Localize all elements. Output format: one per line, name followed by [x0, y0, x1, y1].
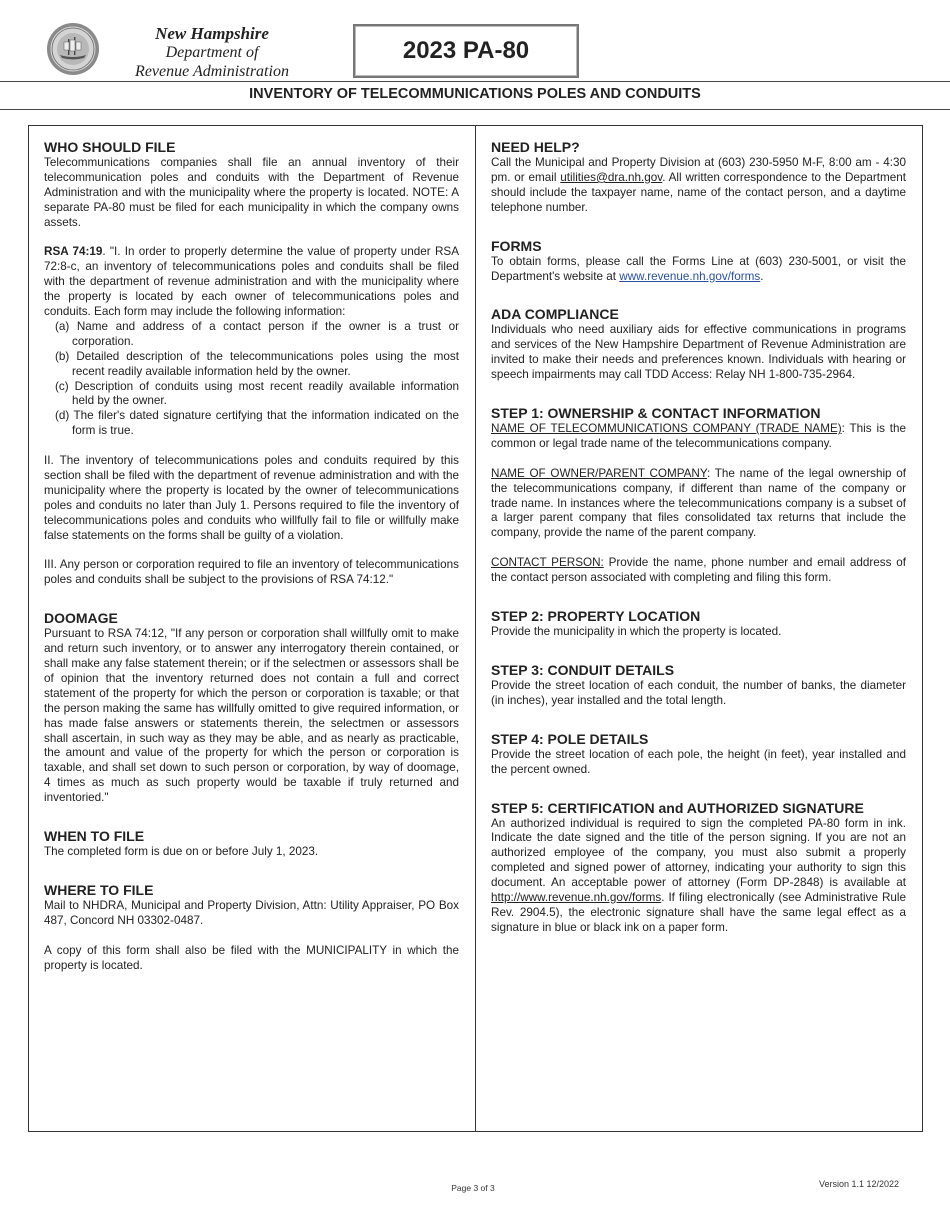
version-label: Version 1.1 12/2022 [819, 1179, 900, 1189]
state-seal-icon [46, 22, 100, 76]
step2-text: Provide the municipality in which the property is located. [491, 625, 782, 638]
step1-owner-desc: : The name of the legal ownership of the telecommunications company, if different than name of the company or trade name. In instances where the telecommunications company is a subset of a larger parent company that files consolidated tax returns that include the company, provide the name of the parent company. [491, 466, 906, 540]
forms-website-link[interactable]: www.revenue.nh.gov/forms [619, 269, 761, 283]
page-number: Page 3 of 3 [451, 1183, 495, 1193]
step3-heading: STEP 3: CONDUIT DETAILS [491, 661, 675, 678]
rsa-item-b: (b) Detailed description of the telecommunications poles using the most recent readily available information held by the owner. [55, 349, 459, 378]
rsa-item-list [44, 320, 459, 439]
step4-text: Provide the street location of each pole, the height (in feet), year installed and the percent owned. [491, 747, 906, 776]
need-help-text [491, 156, 906, 216]
rsa-label: RSA 74:19 [44, 245, 103, 259]
ada-compliance-heading: ADA COMPLIANCE [491, 306, 619, 323]
rsa-item-c: (c) Description of conduits using most recent readily available information held by the owner. [55, 379, 459, 408]
rsa-section-ii: II. The inventory of telecommunications poles and conduits required by this section shall be filed with the department of revenue administration and with the municipality where the property is located by the owner of telecommunications poles and conduits no later than July 1. Persons required to file the inventory of telecommunications poles and conduits who willfully fail to file or willfully make false statements on the forms shall be guilty of a violation. [44, 454, 459, 542]
header-rule-top [0, 81, 950, 82]
doomage-text: Pursuant to RSA 74:12, "If any person or corporation shall willfully omit to make and return such inventory, or to answer any interrogatory therein contained, or shall make any false statement therein; or if the selectmen or assessors shall be of opinion that the inventory returned does not contain a full and correct statement of the property for which the person or corporation is taxable; or that the person making the same has willfully omitted to give required information, or has made false answers or statements therein, the selectmen or assessors shall ascertain, in such way as they may be able, and as nearly as practicable, the amount and value of the property for which the person or corporation is taxable, and shall set down to such person or corporation, by way of doomage, 4 times as much as such property would be taxable if truly returned and inventoried." [44, 627, 459, 805]
who-should-file-heading: WHO SHOULD FILE [44, 139, 176, 155]
page-banner: INVENTORY OF TELECOMMUNICATIONS POLES AND CONDUITS [249, 86, 701, 102]
forms-text-a: To obtain forms, please call the Forms Line at (603) 230-5001, or visit the Department's website at [491, 254, 906, 283]
step1-trade-name-label: NAME OF TELECOMMUNICATIONS COMPANY (TRADE NAME) [491, 422, 842, 436]
step5-text-a: An authorized individual is required to sign the completed PA-80 form in ink. Indicate the date signed and the title of the person signing. If you are not an authorized employee of the company, you must also submit a properly completed and signed power of attorney, indicating your authority to sign this document. An acceptable power of attorney (Form DP-2848) is available at [491, 816, 906, 890]
rsa-item-a: (a) Name and address of a contact person if the owner is a trust or corporation. [55, 319, 459, 348]
need-help-heading: NEED HELP? [491, 139, 580, 155]
form-title-box [353, 24, 579, 78]
agency-name [112, 24, 312, 81]
step1-owner-label: NAME OF OWNER/PARENT COMPANY [491, 466, 708, 480]
step1-contact-label: CONTACT PERSON: [491, 556, 604, 570]
agency-line-1: New Hampshire [155, 24, 269, 43]
left-column [44, 139, 459, 974]
ada-compliance-text: Individuals who need auxiliary aids for effective communications in programs and services of the New Hampshire Department of Revenue Administration are invited to make their needs and preferences known. Individuals with hearing or speech impairments may call TDD Access: Relay NH 1-800-735-2964. [491, 323, 906, 382]
step1-heading: STEP 1: OWNERSHIP & CONTACT INFORMATION [491, 405, 821, 422]
where-to-file-heading: WHERE TO FILE [44, 882, 154, 899]
header-rule-bottom [0, 109, 950, 110]
step5-forms-link[interactable]: http://www.revenue.nh.gov/forms [491, 891, 662, 905]
rsa-intro: . "I. In order to properly determine the value of property under RSA 72:8-c, an inventory of telecommunications poles and conduits shall be filed with the department of revenue administration and with the municipality where the property is located by each owner of telecommunications poles and conduits. Each form may include the following information: [44, 245, 459, 319]
when-to-file-heading: WHEN TO FILE [44, 828, 145, 845]
agency-line-2: Department of [165, 44, 259, 61]
right-column [491, 139, 906, 936]
forms-heading: FORMS [491, 237, 542, 254]
need-help-text-b: . All written correspondence to the Department should include the taxpayer name, name of the contact person, and a daytime telephone number. [491, 170, 907, 214]
where-to-file-text: Mail to NHDRA, Municipal and Property Division, Attn: Utility Appraiser, PO Box 487, Concord NH 03302-0487. [44, 899, 459, 927]
help-email-link[interactable]: utilities@dra.nh.gov [560, 170, 663, 184]
agency-line-3: Revenue Administration [135, 63, 289, 80]
rsa-section-iii: III. Any person or corporation required to file an inventory of telecommunications poles and conduits shall be subject to the provisions of RSA 74:12." [44, 558, 459, 587]
step5-text [491, 817, 906, 936]
step1-contact-desc: Provide the name, phone number and email address of the contact person associated with completing and filing this form. [491, 556, 907, 585]
step1-contact-text [491, 556, 906, 586]
step3-text: Provide the street location of each conduit, the number of banks, the diameter (in inches), year installed and the total length. [491, 678, 906, 707]
step2-heading: STEP 2: PROPERTY LOCATION [491, 608, 701, 624]
who-should-file-text: Telecommunications companies shall file an annual inventory of their telecommunication poles and conduits with the Department of Revenue Administration and with the municipality where the property is located. NOTE: A separate PA-80 must be filed for each municipality in which the company owns assets. [44, 156, 459, 229]
when-to-file-text: The completed form is due on or before July 1, 2023. [44, 845, 319, 859]
need-help-text-a: Call the Municipal and Property Division at (603) 230-5950 M-F, 8:00 am - 4:30 pm. or email [491, 156, 906, 184]
step5-heading: STEP 5: CERTIFICATION and AUTHORIZED SIGNATURE [491, 799, 864, 816]
step1-owner-text [491, 467, 906, 542]
rsa-74-19-text [44, 245, 459, 320]
doomage-heading: DOOMAGE [44, 610, 118, 627]
step5-text-b: . If filing electronically (see Administrative Rule Rev. 2904.5), the electronic signature shall have the same legal effect as a signature in blue or black ink on a paper form. [491, 891, 906, 934]
step1-trade-name-desc: : This is the common or legal trade name of the telecommunications company. [491, 422, 907, 450]
step4-heading: STEP 4: POLE DETAILS [491, 730, 649, 747]
rsa-item-d: (d) The filer's dated signature certifying that the information indicated on the form is true. [55, 409, 459, 438]
municipality-copy-text: A copy of this form shall also be filed with the MUNICIPALITY in which the property is located. [44, 943, 459, 972]
form-title: 2023 PA-80 [402, 37, 530, 64]
column-divider [475, 125, 476, 1132]
step1-trade-name-text [491, 422, 906, 452]
forms-text: To obtain forms, please call the Forms Line at (603) 230-5001, or visit the Department's website at www.revenue.nh.gov/forms. [491, 254, 906, 283]
